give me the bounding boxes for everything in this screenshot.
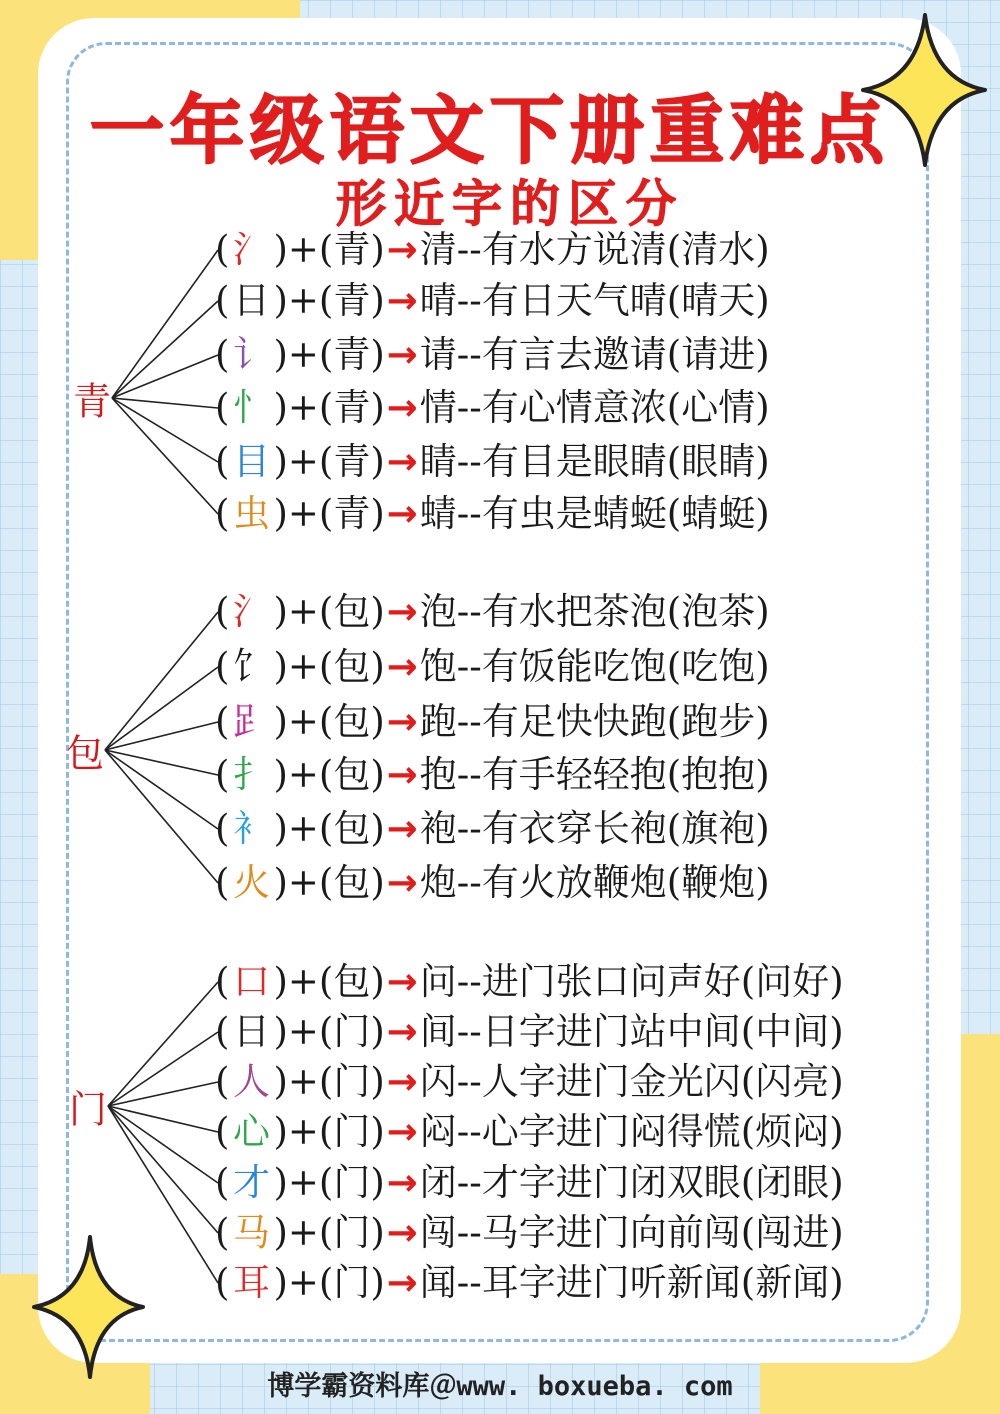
character-row: [215, 697, 770, 747]
paren: (: [215, 333, 230, 376]
connector-line: [112, 398, 218, 462]
example-word: (泡茶): [666, 590, 770, 633]
example-word: (吃饱): [666, 645, 770, 688]
footer-watermark: 博学霸资料库＠www. boxueba. com: [267, 1371, 733, 1402]
character-row: [215, 1208, 844, 1258]
paren: (: [215, 279, 230, 322]
result-character: 情: [419, 386, 457, 429]
mnemonic-verse: 日字进门站中间: [481, 1010, 741, 1053]
example-word: (眼睛): [666, 440, 770, 483]
character-row: [215, 858, 770, 908]
paren: (: [215, 1161, 230, 1204]
paren: (: [215, 228, 230, 271]
paren: ): [370, 1110, 385, 1153]
mnemonic-verse: 有水把茶泡: [481, 590, 667, 633]
base-character: 门: [333, 1161, 371, 1204]
paren: (: [215, 1060, 230, 1103]
base-character: 包: [333, 700, 371, 743]
example-word: (旗袍): [666, 807, 770, 850]
base-character: 包: [333, 807, 371, 850]
result-character: 闯: [419, 1211, 457, 1254]
connector-line: [105, 612, 218, 750]
paren: )+(: [273, 807, 334, 850]
mnemonic-verse: 有火放鞭炮: [481, 861, 667, 904]
radical: 口: [232, 960, 270, 1003]
radical: 氵: [232, 228, 270, 271]
separator: --: [456, 386, 482, 429]
paren: ): [370, 1010, 385, 1053]
radical: 𧾷: [232, 700, 270, 743]
result-character: 蜻: [419, 492, 457, 535]
base-character: 门: [333, 1211, 371, 1254]
radical: 饣: [232, 645, 270, 688]
mnemonic-verse: 人字进门金光闪: [481, 1060, 741, 1103]
mnemonic-verse: 有日天气晴: [481, 279, 667, 322]
paren: (: [215, 960, 230, 1003]
paren: (: [215, 645, 230, 688]
connector-line: [108, 1106, 218, 1233]
paren: (: [215, 590, 230, 633]
base-character: 包: [333, 645, 371, 688]
paren: (: [215, 807, 230, 850]
paren: )+(: [273, 645, 334, 688]
character-row: [215, 587, 770, 637]
base-character: 包: [333, 590, 371, 633]
radical: 目: [232, 440, 270, 483]
paren: (: [215, 1261, 230, 1304]
result-character: 袍: [419, 807, 457, 850]
paren: ): [370, 440, 385, 483]
paren: ): [370, 279, 385, 322]
character-row: [215, 489, 770, 539]
mnemonic-verse: 有虫是蜻蜓: [481, 492, 667, 535]
result-character: 抱: [419, 753, 457, 796]
page-title: 一年级语文下册重难点: [90, 88, 890, 174]
base-character: 包: [333, 960, 371, 1003]
base-character: 门: [333, 1261, 371, 1304]
mnemonic-verse: 耳字进门听新闻: [481, 1261, 741, 1304]
radical: 人: [232, 1060, 270, 1103]
character-row: [215, 1057, 844, 1107]
character-row: [215, 642, 770, 692]
character-row: [215, 225, 770, 275]
separator: --: [456, 1261, 482, 1304]
arrow-icon: →: [386, 807, 418, 850]
result-character: 闪: [419, 1060, 457, 1103]
radical: 日: [232, 279, 270, 322]
paren: (: [215, 753, 230, 796]
paren: ): [370, 590, 385, 633]
example-word: (跑步): [666, 700, 770, 743]
arrow-icon: →: [386, 1161, 418, 1204]
arrow-icon: →: [386, 440, 418, 483]
example-word: (中间): [740, 1010, 844, 1053]
mnemonic-verse: 马字进门向前闯: [481, 1211, 741, 1254]
paren: ): [370, 700, 385, 743]
paren: )+(: [273, 590, 334, 633]
character-row: [215, 383, 770, 433]
character-row: [215, 1107, 844, 1157]
arrow-icon: →: [386, 1060, 418, 1103]
connector-line: [112, 301, 218, 398]
connector-line: [105, 667, 218, 750]
separator: --: [456, 333, 482, 376]
separator: --: [456, 1060, 482, 1103]
character-row: [215, 437, 770, 487]
base-character: 青: [333, 228, 371, 271]
paren: )+(: [273, 1110, 334, 1153]
radical: 马: [232, 1211, 270, 1254]
mnemonic-verse: 有目是眼睛: [481, 440, 667, 483]
paren: )+(: [273, 960, 334, 1003]
base-character: 门: [333, 1110, 371, 1153]
radical: 耳: [232, 1261, 270, 1304]
paren: (: [215, 1110, 230, 1153]
arrow-icon: →: [386, 492, 418, 535]
connector-line: [105, 722, 218, 750]
character-row: [215, 1158, 844, 1208]
paren: )+(: [273, 440, 334, 483]
arrow-icon: →: [386, 590, 418, 633]
paren: (: [215, 440, 230, 483]
mnemonic-verse: 有手轻轻抱: [481, 753, 667, 796]
paren: ): [370, 753, 385, 796]
arrow-icon: →: [386, 333, 418, 376]
character-row: [215, 1258, 844, 1308]
result-character: 问: [419, 960, 457, 1003]
result-character: 饱: [419, 645, 457, 688]
page-subtitle: 形近字的区分: [336, 175, 684, 233]
paren: (: [215, 861, 230, 904]
paren: (: [215, 1010, 230, 1053]
example-word: (心情): [666, 386, 770, 429]
arrow-icon: →: [386, 386, 418, 429]
mnemonic-verse: 心字进门闷得慌: [481, 1110, 741, 1153]
arrow-icon: →: [386, 645, 418, 688]
base-character: 包: [333, 753, 371, 796]
radical: 氵: [232, 590, 270, 633]
example-word: (烦闷): [740, 1110, 844, 1153]
root-character: 包: [65, 731, 105, 776]
paren: )+(: [273, 492, 334, 535]
example-word: (清水): [666, 228, 770, 271]
character-row: [215, 1007, 844, 1057]
arrow-icon: →: [386, 1110, 418, 1153]
example-word: (抱抱): [666, 753, 770, 796]
paren: ): [370, 1161, 385, 1204]
example-word: (问好): [740, 960, 844, 1003]
separator: --: [456, 753, 482, 796]
arrow-icon: →: [386, 753, 418, 796]
example-word: (闯进): [740, 1211, 844, 1254]
separator: --: [456, 960, 482, 1003]
paren: ): [370, 960, 385, 1003]
separator: --: [456, 228, 482, 271]
paren: ): [370, 386, 385, 429]
paren: )+(: [273, 386, 334, 429]
example-word: (闪亮): [740, 1060, 844, 1103]
result-character: 闷: [419, 1110, 457, 1153]
character-row: [215, 804, 770, 854]
base-character: 包: [333, 861, 371, 904]
separator: --: [456, 645, 482, 688]
example-word: (闭眼): [740, 1161, 844, 1204]
connector-line: [108, 1106, 218, 1283]
paren: (: [215, 492, 230, 535]
paren: ): [370, 861, 385, 904]
paren: )+(: [273, 753, 334, 796]
base-character: 青: [333, 333, 371, 376]
radical: 日: [232, 1010, 270, 1053]
radical: 虫: [232, 492, 270, 535]
paren: )+(: [273, 700, 334, 743]
arrow-icon: →: [386, 960, 418, 1003]
separator: --: [456, 1161, 482, 1204]
paren: )+(: [273, 228, 334, 271]
root-character: 青: [72, 379, 112, 424]
base-character: 门: [333, 1060, 371, 1103]
separator: --: [456, 1110, 482, 1153]
result-character: 睛: [419, 440, 457, 483]
paren: ): [370, 1211, 385, 1254]
mnemonic-verse: 有水方说清: [481, 228, 667, 271]
character-row: [215, 330, 770, 380]
arrow-icon: →: [386, 1261, 418, 1304]
mnemonic-verse: 有心情意浓: [481, 386, 667, 429]
base-character: 门: [333, 1010, 371, 1053]
arrow-icon: →: [386, 861, 418, 904]
connector-line: [108, 1106, 218, 1183]
separator: --: [456, 492, 482, 535]
base-character: 青: [333, 386, 371, 429]
base-character: 青: [333, 279, 371, 322]
separator: --: [456, 807, 482, 850]
arrow-icon: →: [386, 1211, 418, 1254]
result-character: 晴: [419, 279, 457, 322]
paren: )+(: [273, 1261, 334, 1304]
paren: ): [370, 333, 385, 376]
base-character: 青: [333, 440, 371, 483]
arrow-icon: →: [386, 700, 418, 743]
radical: 讠: [232, 333, 270, 376]
arrow-icon: →: [386, 228, 418, 271]
paren: ): [370, 1060, 385, 1103]
radical: 才: [232, 1161, 270, 1204]
paren: )+(: [273, 861, 334, 904]
separator: --: [456, 590, 482, 633]
paren: ): [370, 807, 385, 850]
mnemonic-verse: 有言去邀请: [481, 333, 667, 376]
result-character: 清: [419, 228, 457, 271]
radical: 扌: [232, 753, 270, 796]
mnemonic-verse: 才字进门闭双眼: [481, 1161, 741, 1204]
arrow-icon: →: [386, 279, 418, 322]
radical: 心: [232, 1110, 270, 1153]
mnemonic-verse: 进门张口问声好: [481, 960, 741, 1003]
arrow-icon: →: [386, 1010, 418, 1053]
paren: ): [370, 645, 385, 688]
paren: )+(: [273, 333, 334, 376]
radical: 火: [232, 861, 270, 904]
mnemonic-verse: 有足快快跑: [481, 700, 667, 743]
separator: --: [456, 1211, 482, 1254]
base-character: 青: [333, 492, 371, 535]
paren: )+(: [273, 1060, 334, 1103]
example-word: (鞭炮): [666, 861, 770, 904]
paren: ): [370, 1261, 385, 1304]
separator: --: [456, 440, 482, 483]
root-character: 门: [68, 1087, 108, 1132]
separator: --: [456, 700, 482, 743]
connector-line: [108, 1106, 218, 1132]
example-word: (新闻): [740, 1261, 844, 1304]
example-word: (请进): [666, 333, 770, 376]
result-character: 间: [419, 1010, 457, 1053]
paren: )+(: [273, 1010, 334, 1053]
separator: --: [456, 279, 482, 322]
radical: 衤: [232, 807, 270, 850]
character-row: [215, 276, 770, 326]
example-word: (晴天): [666, 279, 770, 322]
result-character: 闻: [419, 1261, 457, 1304]
paren: (: [215, 386, 230, 429]
paren: ): [370, 492, 385, 535]
connector-line: [112, 398, 218, 514]
character-row: [215, 957, 844, 1007]
result-character: 请: [419, 333, 457, 376]
example-word: (蜻蜓): [666, 492, 770, 535]
paren: )+(: [273, 279, 334, 322]
mnemonic-verse: 有衣穿长袍: [481, 807, 667, 850]
connector-line: [112, 398, 218, 408]
paren: (: [215, 1211, 230, 1254]
separator: --: [456, 861, 482, 904]
result-character: 闭: [419, 1161, 457, 1204]
result-character: 炮: [419, 861, 457, 904]
result-character: 泡: [419, 590, 457, 633]
separator: --: [456, 1010, 482, 1053]
paren: (: [215, 700, 230, 743]
mnemonic-verse: 有饭能吃饱: [481, 645, 667, 688]
character-row: [215, 750, 770, 800]
paren: ): [370, 228, 385, 271]
radical: 忄: [232, 386, 270, 429]
paren: )+(: [273, 1211, 334, 1254]
result-character: 跑: [419, 700, 457, 743]
paren: )+(: [273, 1161, 334, 1204]
